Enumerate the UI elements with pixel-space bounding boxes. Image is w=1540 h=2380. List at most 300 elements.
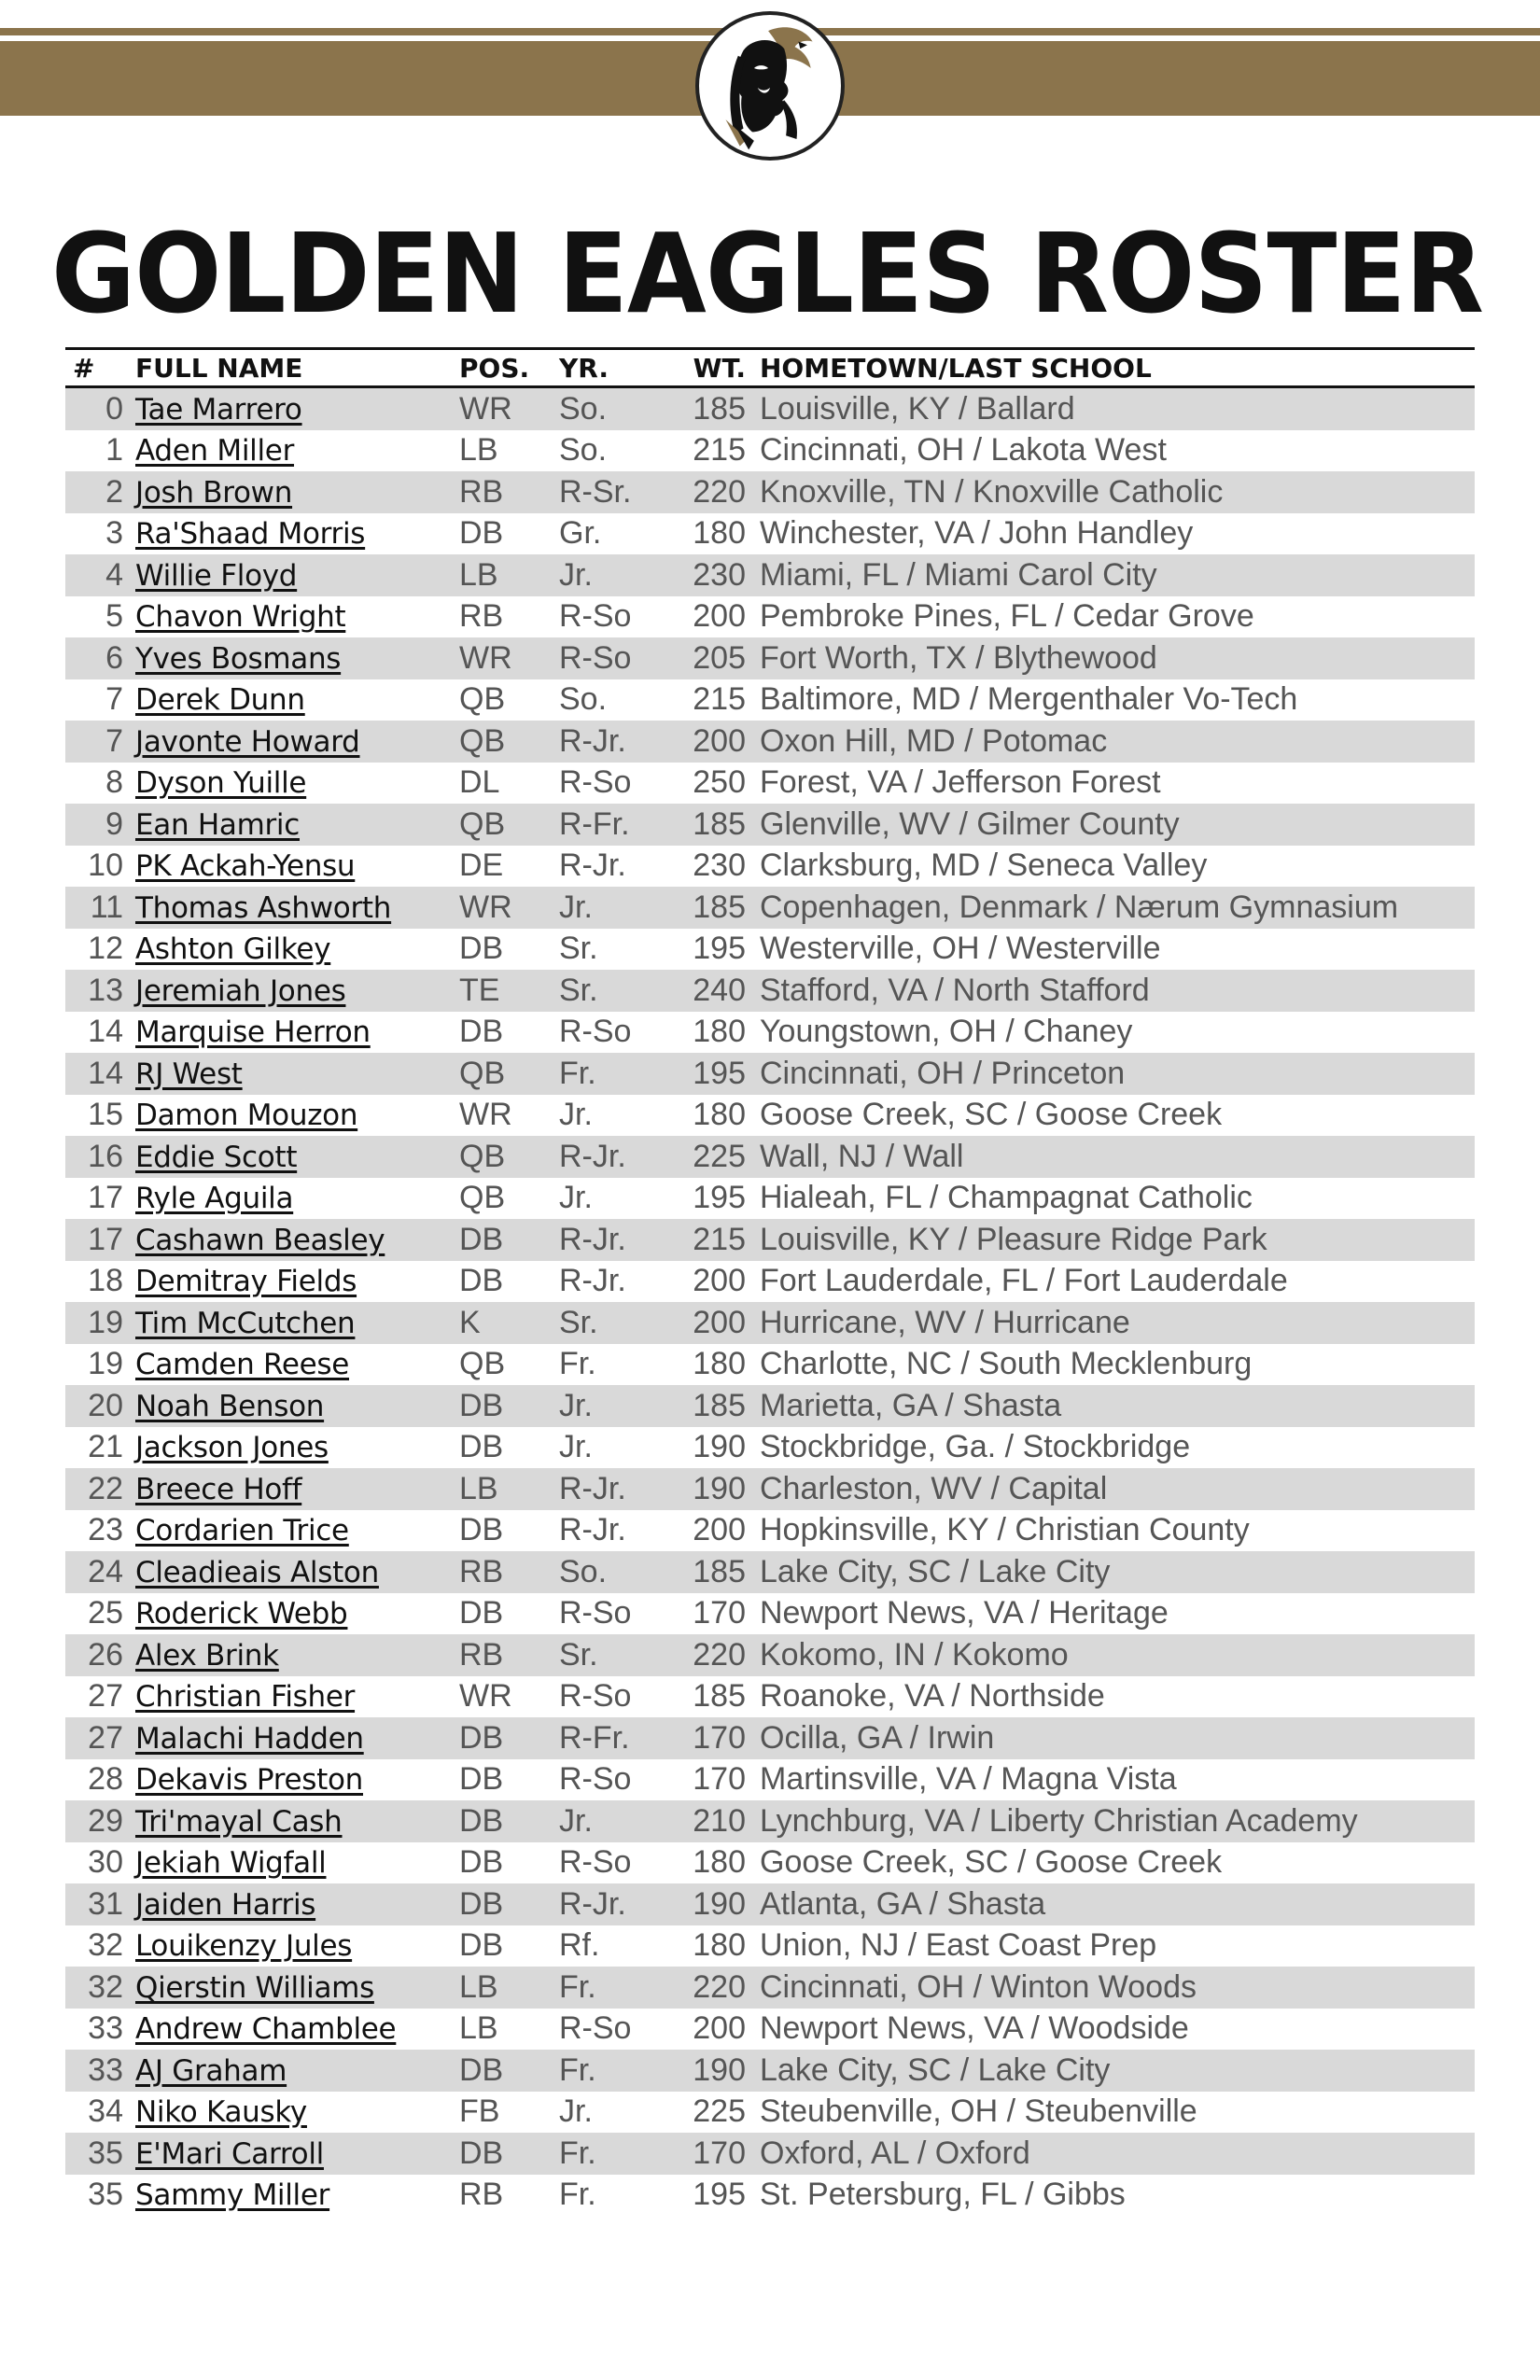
player-name-link[interactable]: Jekiah Wigfall xyxy=(135,1846,327,1881)
player-hometown-cell: Louisville, KY / Ballard xyxy=(760,390,1075,427)
player-number-cell: 2 xyxy=(105,473,123,510)
player-weight-cell: 230 xyxy=(693,847,746,884)
player-weight-cell: 215 xyxy=(693,432,746,469)
player-position-cell: DB xyxy=(459,931,504,967)
player-hometown-cell: Knoxville, TN / Knoxville Catholic xyxy=(760,473,1224,510)
player-weight-cell: 200 xyxy=(693,1263,746,1299)
player-name-link[interactable]: E'Mari Carroll xyxy=(135,2136,324,2171)
table-header xyxy=(65,347,1475,388)
player-position-cell: WR xyxy=(459,390,512,427)
player-year-cell: So. xyxy=(559,390,608,427)
player-number-cell: 5 xyxy=(105,598,123,635)
table-row xyxy=(65,1219,1475,1261)
player-name-cell xyxy=(135,640,459,677)
table-row xyxy=(65,596,1475,638)
player-hometown-cell: Charleston, WV / Capital xyxy=(760,1470,1108,1506)
player-weight-cell: 195 xyxy=(693,931,746,967)
player-year-cell: Rf. xyxy=(559,1927,600,1964)
player-number-cell: 13 xyxy=(88,972,123,1008)
player-weight-cell: 215 xyxy=(693,1221,746,1257)
player-year-cell: Jr. xyxy=(559,889,593,925)
player-number-cell: 35 xyxy=(88,2177,123,2213)
player-weight-cell: 200 xyxy=(693,722,746,759)
player-name-link[interactable]: Roderick Webb xyxy=(135,1597,348,1631)
player-position-cell: DB xyxy=(459,1263,504,1299)
player-year-cell: R-Jr. xyxy=(559,1263,626,1299)
player-name-link[interactable]: Jaiden Harris xyxy=(135,1887,316,1922)
table-row xyxy=(65,388,1475,430)
player-position-cell: DB xyxy=(459,1387,504,1423)
player-weight-cell: 185 xyxy=(693,805,746,842)
player-name-cell xyxy=(135,2093,459,2130)
player-weight-cell: 180 xyxy=(693,1346,746,1382)
player-name-cell xyxy=(135,1927,459,1964)
player-name-link[interactable]: Aden Miller xyxy=(135,434,295,469)
player-number-cell: 26 xyxy=(88,1636,123,1673)
player-name-link[interactable]: Camden Reese xyxy=(135,1348,350,1382)
player-name-cell xyxy=(135,1554,459,1590)
player-year-cell: Jr. xyxy=(559,1387,593,1423)
player-name-link[interactable]: Demitray Fields xyxy=(135,1265,357,1299)
player-name-cell xyxy=(135,2010,459,2047)
header-weight: WT. xyxy=(693,352,746,384)
player-number-cell: 31 xyxy=(88,1885,123,1922)
player-weight-cell: 180 xyxy=(693,1014,746,1050)
golden-eagle-logo-icon xyxy=(695,11,845,161)
player-position-cell: RB xyxy=(459,1553,504,1589)
player-weight-cell: 180 xyxy=(693,515,746,552)
player-hometown-cell: Newport News, VA / Heritage xyxy=(760,1595,1169,1631)
player-position-cell: DB xyxy=(459,1802,504,1839)
player-name-link[interactable]: Tri'mayal Cash xyxy=(135,1804,343,1839)
player-position-cell: TE xyxy=(459,972,500,1008)
player-number-cell: 30 xyxy=(88,1844,123,1881)
player-name-link[interactable]: Noah Benson xyxy=(135,1389,325,1423)
player-name-cell xyxy=(135,1637,459,1673)
player-hometown-cell: Louisville, KY / Pleasure Ridge Park xyxy=(760,1221,1267,1257)
player-name-link[interactable]: Jackson Jones xyxy=(135,1431,329,1465)
header-number: # xyxy=(73,352,95,384)
player-weight-cell: 170 xyxy=(693,1595,746,1631)
player-year-cell: R-Jr. xyxy=(559,722,626,759)
player-position-cell: DB xyxy=(459,1761,504,1798)
player-name-cell xyxy=(135,515,459,552)
player-position-cell: DB xyxy=(459,1927,504,1964)
page-title: GOLDEN EAGLES ROSTER xyxy=(51,209,1484,338)
player-weight-cell: 190 xyxy=(693,1470,746,1506)
player-name-cell xyxy=(135,1097,459,1133)
player-position-cell: LB xyxy=(459,2010,498,2047)
player-year-cell: R-Sr. xyxy=(559,473,632,510)
player-weight-cell: 200 xyxy=(693,1304,746,1340)
player-name-link[interactable]: Dyson Yuille xyxy=(135,766,307,801)
player-name-link[interactable]: Cleadieais Alston xyxy=(135,1555,379,1589)
table-row xyxy=(65,679,1475,721)
player-hometown-cell: Youngstown, OH / Chaney xyxy=(760,1014,1133,1050)
player-name-cell xyxy=(135,1595,459,1631)
player-name-link[interactable]: Qierstin Williams xyxy=(135,1970,374,2005)
table-row xyxy=(65,804,1475,846)
player-position-cell: DE xyxy=(459,847,504,884)
player-hometown-cell: Cincinnati, OH / Lakota West xyxy=(760,432,1167,469)
player-hometown-cell: Hopkinsville, KY / Christian County xyxy=(760,1512,1250,1548)
player-number-cell: 4 xyxy=(105,556,123,593)
player-hometown-cell: Cincinnati, OH / Winton Woods xyxy=(760,1968,1197,2005)
player-name-link[interactable]: PK Ackah-Yensu xyxy=(135,849,356,884)
player-year-cell: Jr. xyxy=(559,1429,593,1465)
player-position-cell: RB xyxy=(459,2177,504,2213)
player-weight-cell: 200 xyxy=(693,598,746,635)
player-name-link[interactable]: AJ Graham xyxy=(135,2053,287,2088)
player-number-cell: 7 xyxy=(105,722,123,759)
player-position-cell: QB xyxy=(459,1138,506,1174)
player-weight-cell: 170 xyxy=(693,1719,746,1756)
table-row xyxy=(65,1717,1475,1759)
player-position-cell: DB xyxy=(459,2051,504,2088)
player-position-cell: WR xyxy=(459,1678,512,1715)
player-year-cell: R-So xyxy=(559,639,632,676)
player-position-cell: LB xyxy=(459,556,498,593)
player-year-cell: R-Fr. xyxy=(559,1719,630,1756)
player-name-cell xyxy=(135,681,459,718)
player-name-cell xyxy=(135,391,459,427)
table-row xyxy=(65,2175,1475,2217)
player-weight-cell: 220 xyxy=(693,1636,746,1673)
player-name-link[interactable]: Niko Kausky xyxy=(135,2095,307,2130)
player-position-cell: DB xyxy=(459,1221,504,1257)
player-weight-cell: 185 xyxy=(693,889,746,925)
player-name-link[interactable]: Louikenzy Jules xyxy=(135,1929,353,1964)
player-number-cell: 18 xyxy=(88,1263,123,1299)
player-hometown-cell: Fort Worth, TX / Blythewood xyxy=(760,639,1157,676)
player-hometown-cell: Lynchburg, VA / Liberty Christian Academy xyxy=(760,1802,1358,1839)
player-name-link[interactable]: Breece Hoff xyxy=(135,1472,302,1506)
player-weight-cell: 220 xyxy=(693,473,746,510)
player-number-cell: 21 xyxy=(88,1429,123,1465)
player-year-cell: R-Jr. xyxy=(559,1470,626,1506)
player-name-cell xyxy=(135,598,459,635)
table-row xyxy=(65,1800,1475,1842)
player-number-cell: 24 xyxy=(88,1553,123,1589)
table-row xyxy=(65,2009,1475,2051)
player-number-cell: 12 xyxy=(88,931,123,967)
table-row xyxy=(65,1510,1475,1552)
player-position-cell: QB xyxy=(459,1346,506,1382)
player-name-cell xyxy=(135,557,459,594)
table-row xyxy=(65,1385,1475,1427)
player-hometown-cell: Clarksburg, MD / Seneca Valley xyxy=(760,847,1208,884)
player-name-cell xyxy=(135,1180,459,1216)
player-name-link[interactable]: Tim McCutchen xyxy=(135,1306,356,1340)
table-row xyxy=(65,1676,1475,1718)
player-position-cell: LB xyxy=(459,1968,498,2005)
player-position-cell: QB xyxy=(459,681,506,718)
player-number-cell: 16 xyxy=(88,1138,123,1174)
player-year-cell: R-So xyxy=(559,598,632,635)
player-weight-cell: 205 xyxy=(693,639,746,676)
player-name-link[interactable]: Malachi Hadden xyxy=(135,1721,364,1756)
player-name-link[interactable]: Dekavis Preston xyxy=(135,1763,364,1798)
table-row xyxy=(65,1053,1475,1095)
player-weight-cell: 170 xyxy=(693,1761,746,1798)
player-year-cell: Sr. xyxy=(559,1636,598,1673)
player-position-cell: RB xyxy=(459,473,504,510)
player-weight-cell: 210 xyxy=(693,1802,746,1839)
player-name-link[interactable]: Ra'Shaad Morris xyxy=(135,517,366,552)
player-name-cell xyxy=(135,432,459,469)
player-name-cell xyxy=(135,1222,459,1258)
player-number-cell: 0 xyxy=(105,390,123,427)
player-name-link[interactable]: Tae Marrero xyxy=(135,392,302,427)
player-hometown-cell: Copenhagen, Denmark / Nærum Gymnasium xyxy=(760,889,1399,925)
player-position-cell: QB xyxy=(459,805,506,842)
table-row xyxy=(65,763,1475,805)
player-hometown-cell: Lake City, SC / Lake City xyxy=(760,1553,1111,1589)
player-name-link[interactable]: Marquise Herron xyxy=(135,1015,371,1050)
player-name-link[interactable]: Willie Floyd xyxy=(135,558,298,593)
player-name-link[interactable]: Sammy Miller xyxy=(135,2178,330,2213)
player-year-cell: R-Fr. xyxy=(559,805,630,842)
player-year-cell: Fr. xyxy=(559,1968,596,2005)
player-weight-cell: 230 xyxy=(693,556,746,593)
player-year-cell: Gr. xyxy=(559,515,602,552)
player-number-cell: 22 xyxy=(88,1470,123,1506)
table-row xyxy=(65,1012,1475,1054)
player-year-cell: R-So xyxy=(559,1761,632,1798)
player-weight-cell: 250 xyxy=(693,764,746,801)
player-hometown-cell: Glenville, WV / Gilmer County xyxy=(760,805,1180,842)
table-row xyxy=(65,1261,1475,1303)
table-row xyxy=(65,1634,1475,1676)
table-row xyxy=(65,1095,1475,1137)
table-row xyxy=(65,554,1475,596)
player-hometown-cell: Wall, NJ / Wall xyxy=(760,1138,964,1174)
player-number-cell: 19 xyxy=(88,1346,123,1382)
player-name-link[interactable]: Chavon Wright xyxy=(135,600,346,635)
player-position-cell: DB xyxy=(459,515,504,552)
player-number-cell: 14 xyxy=(88,1014,123,1050)
player-number-cell: 28 xyxy=(88,1761,123,1798)
player-number-cell: 6 xyxy=(105,639,123,676)
player-number-cell: 17 xyxy=(88,1221,123,1257)
player-hometown-cell: Hialeah, FL / Champagnat Catholic xyxy=(760,1180,1253,1216)
table-row xyxy=(65,929,1475,971)
table-row xyxy=(65,1759,1475,1801)
player-name-cell xyxy=(135,1014,459,1050)
player-year-cell: R-Jr. xyxy=(559,1885,626,1922)
player-year-cell: Jr. xyxy=(559,1097,593,1133)
player-hometown-cell: Cincinnati, OH / Princeton xyxy=(760,1055,1126,1091)
table-row xyxy=(65,471,1475,513)
player-weight-cell: 170 xyxy=(693,2135,746,2171)
player-name-link[interactable]: Andrew Chamblee xyxy=(135,2012,397,2047)
player-number-cell: 23 xyxy=(88,1512,123,1548)
player-name-link[interactable]: Alex Brink xyxy=(135,1638,279,1673)
player-number-cell: 10 xyxy=(88,847,123,884)
player-name-cell xyxy=(135,1678,459,1715)
player-year-cell: R-So xyxy=(559,764,632,801)
player-name-cell xyxy=(135,1512,459,1548)
player-hometown-cell: Baltimore, MD / Mergenthaler Vo-Tech xyxy=(760,681,1298,718)
player-hometown-cell: Goose Creek, SC / Goose Creek xyxy=(760,1097,1223,1133)
player-number-cell: 27 xyxy=(88,1719,123,1756)
player-position-cell: QB xyxy=(459,722,506,759)
player-name-cell xyxy=(135,806,459,843)
table-row xyxy=(65,970,1475,1012)
header-position: POS. xyxy=(459,352,530,384)
player-year-cell: So. xyxy=(559,1553,608,1589)
player-weight-cell: 185 xyxy=(693,390,746,427)
player-name-link[interactable]: RJ West xyxy=(135,1057,243,1091)
player-name-cell xyxy=(135,1471,459,1507)
player-name-link[interactable]: Christian Fisher xyxy=(135,1680,356,1715)
player-number-cell: 8 xyxy=(105,764,123,801)
table-row xyxy=(65,2092,1475,2134)
player-number-cell: 15 xyxy=(88,1097,123,1133)
player-number-cell: 35 xyxy=(88,2135,123,2171)
player-name-link[interactable]: Jeremiah Jones xyxy=(135,973,346,1008)
table-row xyxy=(65,1302,1475,1344)
table-row xyxy=(65,637,1475,679)
player-weight-cell: 195 xyxy=(693,2177,746,2213)
player-name-link[interactable]: Ryle Aguila xyxy=(135,1182,294,1216)
table-row xyxy=(65,1468,1475,1510)
player-hometown-cell: Ocilla, GA / Irwin xyxy=(760,1719,995,1756)
table-row xyxy=(65,1925,1475,1967)
player-number-cell: 3 xyxy=(105,515,123,552)
player-name-cell xyxy=(135,1844,459,1881)
player-name-cell xyxy=(135,1803,459,1840)
table-row xyxy=(65,1136,1475,1178)
player-name-cell xyxy=(135,1346,459,1382)
player-name-link[interactable]: Derek Dunn xyxy=(135,683,305,718)
player-name-cell xyxy=(135,723,459,760)
player-hometown-cell: Atlanta, GA / Shasta xyxy=(760,1885,1046,1922)
table-row xyxy=(65,513,1475,555)
player-hometown-cell: St. Petersburg, FL / Gibbs xyxy=(760,2177,1126,2213)
player-name-cell xyxy=(135,1969,459,2006)
player-name-link[interactable]: Cashawn Beasley xyxy=(135,1223,385,1257)
player-year-cell: R-So xyxy=(559,1678,632,1715)
player-weight-cell: 225 xyxy=(693,1138,746,1174)
player-number-cell: 34 xyxy=(88,2093,123,2130)
player-position-cell: QB xyxy=(459,1055,506,1091)
player-name-cell xyxy=(135,1886,459,1923)
player-number-cell: 7 xyxy=(105,681,123,718)
player-name-link[interactable]: Javonte Howard xyxy=(135,724,360,759)
player-weight-cell: 190 xyxy=(693,2051,746,2088)
player-year-cell: R-So xyxy=(559,1595,632,1631)
player-position-cell: DB xyxy=(459,1844,504,1881)
player-number-cell: 19 xyxy=(88,1304,123,1340)
player-name-cell xyxy=(135,1388,459,1424)
player-name-link[interactable]: Thomas Ashworth xyxy=(135,890,392,925)
player-year-cell: Sr. xyxy=(559,972,598,1008)
player-name-cell xyxy=(135,1720,459,1757)
player-year-cell: R-So xyxy=(559,1844,632,1881)
table-row xyxy=(65,1593,1475,1635)
player-year-cell: Jr. xyxy=(559,2093,593,2130)
player-weight-cell: 200 xyxy=(693,2010,746,2047)
player-name-cell xyxy=(135,1263,459,1299)
player-year-cell: R-Jr. xyxy=(559,1221,626,1257)
player-position-cell: WR xyxy=(459,889,512,925)
player-hometown-cell: Union, NJ / East Coast Prep xyxy=(760,1927,1157,1964)
player-weight-cell: 215 xyxy=(693,681,746,718)
player-hometown-cell: Forest, VA / Jefferson Forest xyxy=(760,764,1161,801)
player-year-cell: Sr. xyxy=(559,931,598,967)
player-name-link[interactable]: Ashton Gilkey xyxy=(135,932,331,967)
player-name-link[interactable]: Yves Bosmans xyxy=(135,641,342,676)
player-weight-cell: 180 xyxy=(693,1097,746,1133)
roster-table xyxy=(65,347,1475,2216)
player-year-cell: Fr. xyxy=(559,2051,596,2088)
player-year-cell: R-So xyxy=(559,1014,632,1050)
player-hometown-cell: Roanoke, VA / Northside xyxy=(760,1678,1105,1715)
player-name-link[interactable]: Ean Hamric xyxy=(135,807,300,842)
player-hometown-cell: Pembroke Pines, FL / Cedar Grove xyxy=(760,598,1254,635)
player-name-link[interactable]: Eddie Scott xyxy=(135,1140,298,1174)
player-number-cell: 25 xyxy=(88,1595,123,1631)
table-row xyxy=(65,2050,1475,2092)
player-hometown-cell: Stafford, VA / North Stafford xyxy=(760,972,1150,1008)
player-position-cell: LB xyxy=(459,432,498,469)
header-full-name: FULL NAME xyxy=(135,352,303,384)
player-name-cell xyxy=(135,474,459,511)
player-number-cell: 33 xyxy=(88,2010,123,2047)
player-hometown-cell: Stockbridge, Ga. / Stockbridge xyxy=(760,1429,1191,1465)
table-row xyxy=(65,1344,1475,1386)
player-name-cell xyxy=(135,2135,459,2172)
player-year-cell: R-Jr. xyxy=(559,1138,626,1174)
player-weight-cell: 190 xyxy=(693,1429,746,1465)
player-position-cell: K xyxy=(459,1304,481,1340)
table-row xyxy=(65,846,1475,888)
table-row xyxy=(65,2133,1475,2175)
player-year-cell: R-Jr. xyxy=(559,1512,626,1548)
player-hometown-cell: Marietta, GA / Shasta xyxy=(760,1387,1062,1423)
player-position-cell: FB xyxy=(459,2093,500,2130)
table-body xyxy=(65,388,1475,2216)
player-year-cell: So. xyxy=(559,681,608,718)
player-name-cell xyxy=(135,1305,459,1341)
player-name-link[interactable]: Cordarien Trice xyxy=(135,1514,349,1548)
player-name-cell xyxy=(135,847,459,884)
table-row xyxy=(65,1551,1475,1593)
player-hometown-cell: Westerville, OH / Westerville xyxy=(760,931,1161,967)
player-hometown-cell: Goose Creek, SC / Goose Creek xyxy=(760,1844,1223,1881)
player-number-cell: 11 xyxy=(90,889,123,925)
player-year-cell: R-Jr. xyxy=(559,847,626,884)
table-row xyxy=(65,1178,1475,1220)
player-position-cell: DB xyxy=(459,1429,504,1465)
player-hometown-cell: Hurricane, WV / Hurricane xyxy=(760,1304,1130,1340)
player-number-cell: 32 xyxy=(88,1968,123,2005)
player-number-cell: 1 xyxy=(105,432,123,469)
player-position-cell: RB xyxy=(459,1636,504,1673)
table-row xyxy=(65,1427,1475,1469)
table-row xyxy=(65,430,1475,472)
player-hometown-cell: Miami, FL / Miami Carol City xyxy=(760,556,1157,593)
player-weight-cell: 185 xyxy=(693,1678,746,1715)
player-year-cell: Fr. xyxy=(559,1055,596,1091)
player-name-cell xyxy=(135,1429,459,1465)
player-year-cell: So. xyxy=(559,432,608,469)
player-position-cell: RB xyxy=(459,598,504,635)
table-row xyxy=(65,1967,1475,2009)
player-name-link[interactable]: Josh Brown xyxy=(135,475,293,510)
player-name-link[interactable]: Damon Mouzon xyxy=(135,1099,358,1133)
